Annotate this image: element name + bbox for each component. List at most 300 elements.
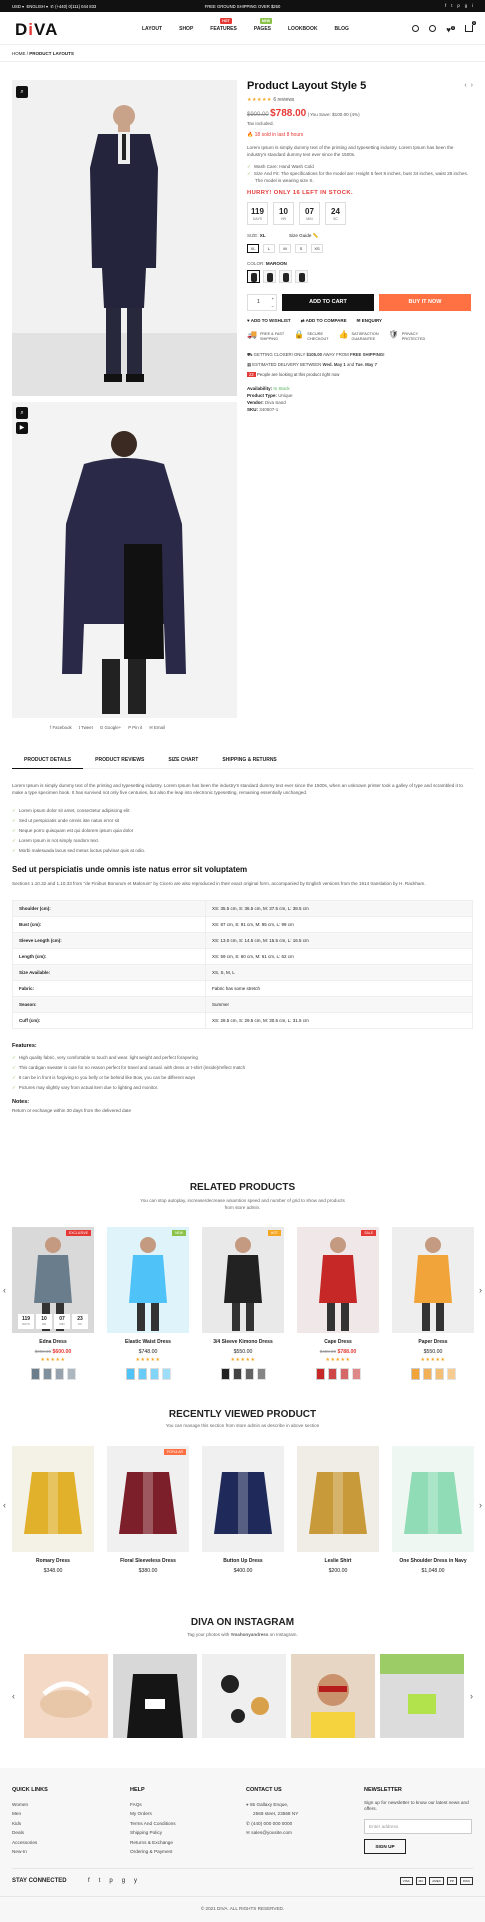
insta-hashtag[interactable]: #mahonyandress xyxy=(230,1632,269,1637)
instagram-photo[interactable] xyxy=(24,1654,108,1738)
product-card-image[interactable] xyxy=(392,1446,474,1552)
rating-stars-icon: ★★★★★ xyxy=(230,1357,256,1363)
color-swatch[interactable] xyxy=(435,1368,444,1380)
meta-value: Diva Sand xyxy=(265,400,286,405)
color-swatch[interactable] xyxy=(423,1368,432,1380)
twitter-icon[interactable]: t xyxy=(98,1878,101,1884)
color-swatch[interactable] xyxy=(263,270,276,283)
product-card-image[interactable] xyxy=(107,1227,189,1333)
footer-help xyxy=(130,1786,176,1857)
nav-pages[interactable] xyxy=(253,19,271,32)
countdown-value: 10 xyxy=(279,207,288,216)
share-pinterest[interactable]: P Pin it xyxy=(128,725,143,730)
swatch-thumb xyxy=(299,273,305,282)
card-swatches xyxy=(12,1368,94,1380)
product-name[interactable]: Cape Dress xyxy=(324,1339,352,1345)
sandal-image xyxy=(24,1654,108,1738)
facebook-icon[interactable]: f xyxy=(445,3,447,8)
footer-heading: CONTACT US xyxy=(246,1787,282,1793)
swatch-thumb xyxy=(283,273,289,282)
size-option[interactable]: S xyxy=(295,244,307,253)
model-back-figure xyxy=(54,424,194,718)
header xyxy=(0,12,485,45)
countdown-value: 07 xyxy=(305,207,314,216)
nav-features[interactable] xyxy=(210,19,237,32)
pinterest-icon[interactable]: p xyxy=(457,3,460,8)
product-image-main[interactable] xyxy=(12,80,237,396)
color-swatch[interactable] xyxy=(221,1368,230,1380)
check-icon: ✓ xyxy=(12,818,16,823)
footer-link[interactable]: FAQs xyxy=(130,1801,142,1807)
viewers-text: People are looking at this product right now xyxy=(256,372,340,377)
meta-value: 340507-1 xyxy=(259,407,279,412)
size-row xyxy=(247,233,473,239)
add-to-cart-button[interactable]: ADD TO CART xyxy=(282,294,374,311)
currency-select[interactable]: USD ▾ xyxy=(12,4,25,9)
product-card[interactable] xyxy=(12,1227,94,1380)
footer-divider xyxy=(0,1896,485,1897)
footer-link[interactable]: Returns & Exchange xyxy=(130,1839,173,1845)
rating-stars-icon: ★★★★★ xyxy=(247,97,272,103)
share-email[interactable]: ✉ Email xyxy=(149,725,165,730)
google-icon[interactable]: g xyxy=(464,3,468,8)
share-google[interactable]: G Google+ xyxy=(99,725,122,730)
trust-badges xyxy=(247,332,473,342)
nav-label: SHOP xyxy=(179,26,194,32)
location-icon: ⌖ xyxy=(246,1801,249,1807)
product-title: Product Layout Style 5 xyxy=(247,80,367,92)
product-tag: EXCLUSIVE xyxy=(66,1230,91,1236)
product-old-price: $488.00 xyxy=(319,1349,337,1354)
carousel-next-icon[interactable]: › xyxy=(479,1500,482,1510)
nav-blog[interactable] xyxy=(334,26,348,32)
details-list-item xyxy=(12,816,473,826)
meta-value: In Stock xyxy=(273,386,290,391)
carousel-next-icon[interactable]: › xyxy=(470,1691,473,1701)
footer-newsletter xyxy=(364,1786,474,1854)
user-icon[interactable] xyxy=(429,25,436,32)
model-figure xyxy=(313,1233,363,1333)
quantity-value: 1 xyxy=(257,299,260,305)
breadcrumb-home[interactable]: HOME xyxy=(12,51,26,56)
product-card[interactable] xyxy=(107,1446,189,1574)
size-table-key: Bust (cm): xyxy=(13,917,206,933)
carousel-prev-icon[interactable]: ‹ xyxy=(12,1691,15,1701)
product-price: $748.00 xyxy=(138,1349,158,1355)
hair-clips-image xyxy=(202,1654,286,1738)
email-line[interactable] xyxy=(246,1828,298,1838)
cart-icon[interactable] xyxy=(465,21,475,32)
nav-layout[interactable] xyxy=(142,26,162,32)
nav-label: LAYOUT xyxy=(142,26,163,32)
instagram-photo[interactable] xyxy=(291,1654,375,1738)
product-price: $550.00 xyxy=(423,1349,443,1355)
color-swatch[interactable] xyxy=(43,1368,52,1380)
product-name[interactable]: Edna Dress xyxy=(39,1339,67,1345)
details-heading: Sed ut perspiciatis unde omnis iste natus error sit voluptatem xyxy=(12,865,248,874)
feature-item xyxy=(247,163,473,170)
countdown-value: 24 xyxy=(331,207,340,216)
meta-row xyxy=(247,399,473,406)
product-card[interactable] xyxy=(107,1227,189,1380)
newsletter-email-input[interactable]: Enter address xyxy=(364,1819,472,1834)
hot-badge: HOT xyxy=(222,19,230,23)
features-list xyxy=(12,1053,473,1093)
product-card-image[interactable] xyxy=(12,1227,94,1333)
instagram-photo[interactable] xyxy=(202,1654,286,1738)
feature-text: Size And Fit: The specifications for the model are: Height 5 feet 8 inches, bust 34 inches, waist 28 inches. The model is wearing size S. xyxy=(253,171,469,183)
size-table-row xyxy=(13,917,473,933)
delivery-end: Tue. May 7 xyxy=(355,362,378,367)
pinterest-icon[interactable]: p xyxy=(109,1878,113,1884)
check-icon: ✓ xyxy=(12,1065,16,1070)
instagram-photo[interactable] xyxy=(380,1654,464,1738)
product-card-image[interactable] xyxy=(202,1446,284,1552)
product-name[interactable]: One Shoulder Dress in Navy xyxy=(399,1558,467,1564)
color-swatch[interactable] xyxy=(279,270,292,283)
rating-stars-icon: ★★★★★ xyxy=(135,1357,161,1363)
viewers-count: 22 xyxy=(249,372,254,377)
phone-line[interactable] xyxy=(246,1819,298,1829)
recent-title: RECENTLY VIEWED PRODUCT xyxy=(168,1409,317,1420)
newsletter-text: Sign up for newsletter to know our latest news and offers. xyxy=(364,1799,469,1811)
share-twitter[interactable]: t Tweet xyxy=(78,725,93,730)
ship-amount: $105.00 xyxy=(306,352,323,357)
product-name[interactable]: Floral Sleeveless Dress xyxy=(120,1558,176,1564)
carousel-next-icon[interactable]: › xyxy=(479,1285,482,1295)
countdown-days xyxy=(247,202,268,225)
share-label: Google+ xyxy=(104,725,122,730)
footer-link[interactable]: New-In xyxy=(12,1849,27,1854)
wishlist-link[interactable] xyxy=(247,318,291,324)
related-title: RELATED PRODUCTS xyxy=(189,1182,296,1193)
product-price-row xyxy=(297,1349,379,1355)
footer-link[interactable]: Terms And Conditions xyxy=(130,1820,176,1826)
size-table-row xyxy=(13,901,473,917)
zoom-icon[interactable]: ⌕ xyxy=(16,407,28,419)
sold-count xyxy=(247,132,473,138)
product-card[interactable] xyxy=(12,1446,94,1574)
card-countdown-box xyxy=(72,1314,88,1329)
details-list-text: Lorem Ipsum is not simply random text. xyxy=(18,838,100,843)
size-option[interactable]: XS xyxy=(311,244,323,253)
badge-line: GUARANTEE xyxy=(351,337,376,341)
product-price: $1,048.00 xyxy=(421,1568,445,1574)
related-subtitle: You can stop autoplay, increase/decrease aniamtion speed and number of grid to show and products from store admin. xyxy=(140,1198,345,1210)
signup-button[interactable]: SIGN UP xyxy=(364,1839,406,1854)
nav-label: LOOKBOOK xyxy=(288,26,318,32)
size-option[interactable]: L xyxy=(263,244,275,253)
share-facebook[interactable]: f Facebook xyxy=(50,725,72,730)
badge-line: SHIPPING xyxy=(259,337,279,341)
size-table-value: XS: 87 cm, S: 91 cm, M: 95 cm, L: 99 cm xyxy=(206,917,473,933)
product-name[interactable]: Button Up Dress xyxy=(223,1558,263,1564)
youtube-icon[interactable]: y xyxy=(134,1878,138,1884)
plus-icon[interactable]: + xyxy=(271,296,274,301)
divider xyxy=(0,61,485,62)
facebook-icon[interactable]: f xyxy=(88,1878,90,1884)
enquiry-label: ENQUIRY xyxy=(361,318,383,323)
footer-social xyxy=(88,1878,137,1884)
buy-now-button[interactable]: BUY IT NOW xyxy=(379,294,471,311)
features-item xyxy=(12,1073,473,1083)
product-name[interactable]: Leslie Shirt xyxy=(324,1558,352,1564)
main-nav xyxy=(142,19,349,32)
share-label: Pin it xyxy=(132,725,143,730)
zoom-icon[interactable]: ⌕ xyxy=(16,86,28,98)
search-icon[interactable] xyxy=(412,25,419,32)
product-card[interactable] xyxy=(202,1446,284,1574)
badge-line: PROTECTED xyxy=(401,337,426,341)
countdown-value: 23 xyxy=(77,1316,83,1322)
details-list-item xyxy=(12,846,473,856)
product-price: $348.00 xyxy=(43,1568,63,1574)
product-card-image[interactable] xyxy=(392,1227,474,1333)
google-icon[interactable]: g xyxy=(121,1878,126,1884)
product-photo xyxy=(305,1464,371,1540)
footer-link[interactable]: Men xyxy=(12,1811,22,1816)
size-table-row xyxy=(13,965,473,981)
details-list-item xyxy=(12,806,473,816)
product-pager xyxy=(464,82,473,89)
phone-text: (440) 000 000 0000 xyxy=(251,1820,293,1826)
product-card-image[interactable] xyxy=(107,1446,189,1552)
logo-va: VA xyxy=(34,20,59,39)
check-icon: ✓ xyxy=(12,828,16,833)
tab-shipping-returns[interactable]: SHIPPING & RETURNS xyxy=(222,757,277,763)
swatch-thumb xyxy=(251,273,257,282)
enquiry-link[interactable] xyxy=(357,318,382,324)
color-swatch[interactable] xyxy=(340,1368,349,1380)
product-tag: HOT xyxy=(268,1230,281,1236)
color-swatch[interactable] xyxy=(150,1368,159,1380)
footer-link[interactable]: Shipping Policy xyxy=(130,1830,163,1835)
product-card[interactable] xyxy=(202,1227,284,1380)
mastercard-icon: MC xyxy=(416,1877,427,1885)
color-swatch[interactable] xyxy=(447,1368,456,1380)
delivery-start: Wed. May 1 xyxy=(322,362,346,367)
meta-key: Vendor: xyxy=(247,400,264,405)
product-price-row xyxy=(107,1349,189,1355)
size-option[interactable]: M xyxy=(279,244,291,253)
feature-text: Wash Care: Hand Wash Cold xyxy=(253,164,314,169)
card-countdown-box xyxy=(54,1314,70,1329)
countdown-unit: SC xyxy=(78,1322,82,1326)
product-card[interactable] xyxy=(297,1446,379,1574)
product-name[interactable]: 3/4 Sleeve Kimono Dress xyxy=(213,1339,273,1345)
details-list-text: Morbi malesuada lacus sed metus luctus pulvinar quis at odio. xyxy=(18,848,146,853)
footer-link[interactable]: Ordering & Payment xyxy=(130,1849,173,1854)
features-heading: Features: xyxy=(12,1043,37,1049)
size-guide-link[interactable] xyxy=(289,233,319,238)
product-card-image[interactable] xyxy=(297,1227,379,1333)
insta-text: Tag your photos with xyxy=(187,1632,231,1637)
size-option[interactable]: XL xyxy=(247,244,259,253)
color-swatch[interactable] xyxy=(352,1368,361,1380)
ship-text: GETTING CLOSER! ONLY xyxy=(253,352,307,357)
size-table-value: XS, S, M, L xyxy=(206,965,473,981)
details-list-item xyxy=(12,826,473,836)
product-card[interactable] xyxy=(392,1446,474,1574)
countdown-unit: MIN xyxy=(306,217,313,221)
details-paragraph: Lorem Ipsum is simply dummy text of the printing and typesetting industry. Lorem Ipsum has been the industry's standard dummy text ever since the 1500s, when an unknown printer took a galley of type and scrambled it to make a type specimen book. It has survived not only five centuries, but also the leap into electronic typesetting, remaining essentially unchanged. xyxy=(12,783,463,795)
size-label: SIZE: xyxy=(247,233,259,238)
color-label: COLOR: xyxy=(247,261,265,266)
details-list-text: Lorem ipsum dolor sit amet, consectetur adipiscing elit xyxy=(18,808,130,813)
product-card-image[interactable] xyxy=(297,1446,379,1552)
product-card-image[interactable] xyxy=(12,1446,94,1552)
feature-list xyxy=(247,163,473,184)
color-swatch[interactable] xyxy=(31,1368,40,1380)
badge-line: PRIVACY xyxy=(401,332,419,336)
size-table-row xyxy=(13,949,473,965)
meta-key: SKU: xyxy=(247,407,258,412)
footer-quick-links xyxy=(12,1786,48,1857)
color-swatch[interactable] xyxy=(295,270,308,283)
card-swatches xyxy=(202,1368,284,1380)
thumbs-up-icon: 👍 xyxy=(338,330,349,339)
color-swatch[interactable] xyxy=(257,1368,266,1380)
cart-count: 0 xyxy=(473,21,475,25)
countdown-value: 119 xyxy=(251,207,264,216)
free-shipping-line xyxy=(247,350,473,360)
product-card[interactable] xyxy=(392,1227,474,1380)
model-figure xyxy=(218,1233,268,1333)
nav-shop[interactable] xyxy=(179,26,193,32)
details-list-text: Sed ut perspiciatis unde omnis iste natus error sit xyxy=(18,818,120,823)
bag-image xyxy=(380,1654,464,1738)
instagram-icon[interactable]: i xyxy=(472,3,473,8)
rating-stars-icon: ★★★★★ xyxy=(325,1357,351,1363)
footer-link[interactable]: Accessories xyxy=(12,1839,38,1845)
countdown-value: 10 xyxy=(41,1316,47,1322)
details-list-text: Neque porro quisquam est qui dolorem ipsum quia dolor xyxy=(18,828,134,833)
card-countdown-box xyxy=(36,1314,52,1329)
rating-row xyxy=(247,97,473,103)
footer-link[interactable]: Deals xyxy=(12,1830,24,1835)
tab-product-details[interactable]: PRODUCT DETAILS xyxy=(12,757,83,769)
size-options xyxy=(247,244,473,253)
product-card[interactable] xyxy=(297,1227,379,1380)
meta-key: Availability: xyxy=(247,386,273,391)
card-countdown xyxy=(18,1314,88,1329)
meta-row xyxy=(247,385,473,392)
instagram-photo[interactable] xyxy=(113,1654,197,1738)
instagram-title: DIVA ON INSTAGRAM xyxy=(190,1617,295,1628)
badge-line: SECURE xyxy=(307,332,324,336)
tab-product-reviews[interactable]: PRODUCT REVIEWS xyxy=(95,757,145,763)
product-price: $200.00 xyxy=(328,1568,348,1574)
payment-icons xyxy=(400,1877,473,1885)
product-name[interactable]: Elastic Waist Dress xyxy=(125,1339,171,1345)
footer-link[interactable]: Kids xyxy=(12,1820,22,1826)
new-badge: NEW xyxy=(261,19,271,23)
product-info xyxy=(247,80,473,413)
product-image-back[interactable] xyxy=(12,402,237,718)
details-list xyxy=(12,806,473,856)
calendar-icon: ▦ xyxy=(247,362,252,367)
ship-text: and xyxy=(345,362,356,367)
color-swatch[interactable] xyxy=(245,1368,254,1380)
address-line xyxy=(246,1800,298,1810)
product-price: $380.00 xyxy=(138,1568,158,1574)
color-swatch[interactable] xyxy=(67,1368,76,1380)
share-label: Tweet xyxy=(81,725,93,730)
twitter-icon[interactable]: t xyxy=(451,3,453,8)
color-swatch[interactable] xyxy=(233,1368,242,1380)
rating-stars-icon: ★★★★★ xyxy=(420,1357,446,1363)
badge-line: CHECKOUT xyxy=(307,337,329,341)
product-photo xyxy=(115,1464,181,1540)
check-icon: ✓ xyxy=(12,1075,16,1080)
language-select[interactable]: ENGLISH ▾ xyxy=(26,4,49,9)
color-swatch[interactable] xyxy=(411,1368,420,1380)
footer-link[interactable]: My Orders xyxy=(130,1811,152,1816)
wishlist-icon[interactable]: ♥$^0$ xyxy=(446,25,454,35)
quantity-stepper[interactable] xyxy=(247,294,277,311)
product-card-image[interactable] xyxy=(202,1227,284,1333)
product-price-row xyxy=(107,1568,189,1574)
color-swatch[interactable] xyxy=(328,1368,337,1380)
countdown-value: 07 xyxy=(59,1316,65,1322)
size-table-key: Cuff (cm): xyxy=(13,1013,206,1029)
color-swatch[interactable] xyxy=(138,1368,147,1380)
price: $788.00 xyxy=(270,108,307,119)
product-name[interactable]: Romary Dress xyxy=(36,1558,70,1564)
color-swatch[interactable] xyxy=(162,1368,171,1380)
color-swatch[interactable] xyxy=(316,1368,325,1380)
footer-heading: HELP xyxy=(130,1787,145,1793)
next-arrow-icon[interactable]: › xyxy=(470,82,473,89)
tab-size-chart[interactable]: SIZE CHART xyxy=(168,757,199,763)
product-name[interactable]: Paper Dress xyxy=(418,1339,448,1345)
shield-icon: 🛡 xyxy=(388,330,399,339)
reviews-link[interactable]: 6 reviews xyxy=(273,97,295,103)
delivery-line xyxy=(247,360,473,370)
truck-icon: 🚚 xyxy=(247,330,257,339)
play-icon[interactable]: ▶ xyxy=(16,422,28,434)
color-swatch[interactable] xyxy=(126,1368,135,1380)
color-swatch[interactable] xyxy=(55,1368,64,1380)
paypal-icon: PP xyxy=(447,1877,457,1885)
countdown-unit: MIN xyxy=(59,1322,65,1326)
compare-icon: ⇄ xyxy=(300,318,305,323)
size-table-row xyxy=(13,981,473,997)
carousel-prev-icon[interactable]: ‹ xyxy=(3,1285,6,1295)
features-text: High quality fabric, very comfortable to touch and wear. light weight and perfect foraywring xyxy=(18,1055,198,1060)
product-price-row xyxy=(202,1568,284,1574)
minus-icon[interactable]: − xyxy=(271,304,274,309)
logo[interactable] xyxy=(15,20,58,40)
sold-text: 18 sold in last 8 hours xyxy=(254,132,304,138)
product-old-price: $900.00 xyxy=(34,1349,52,1354)
compare-link[interactable] xyxy=(301,318,347,324)
stay-connected: STAY CONNECTED xyxy=(12,1878,67,1884)
nav-lookbook[interactable] xyxy=(288,26,317,32)
discover-icon: DISC xyxy=(460,1877,473,1885)
amex-icon: AMEX xyxy=(429,1877,444,1885)
size-table-row xyxy=(13,933,473,949)
check-icon: ✓ xyxy=(12,838,16,843)
logo-d: D xyxy=(15,20,29,39)
footer-link[interactable]: Women xyxy=(12,1801,29,1807)
shipping-info xyxy=(247,350,473,380)
product-price: $600.00 xyxy=(52,1349,72,1355)
carousel-prev-icon[interactable]: ‹ xyxy=(3,1500,6,1510)
color-swatch[interactable] xyxy=(247,270,260,283)
prev-arrow-icon[interactable]: ‹ xyxy=(464,82,467,89)
size-table-value: XS: 13.0 cm, S: 14.5 cm, M: 15.5 cm, L: 16.5 cm xyxy=(206,933,473,949)
